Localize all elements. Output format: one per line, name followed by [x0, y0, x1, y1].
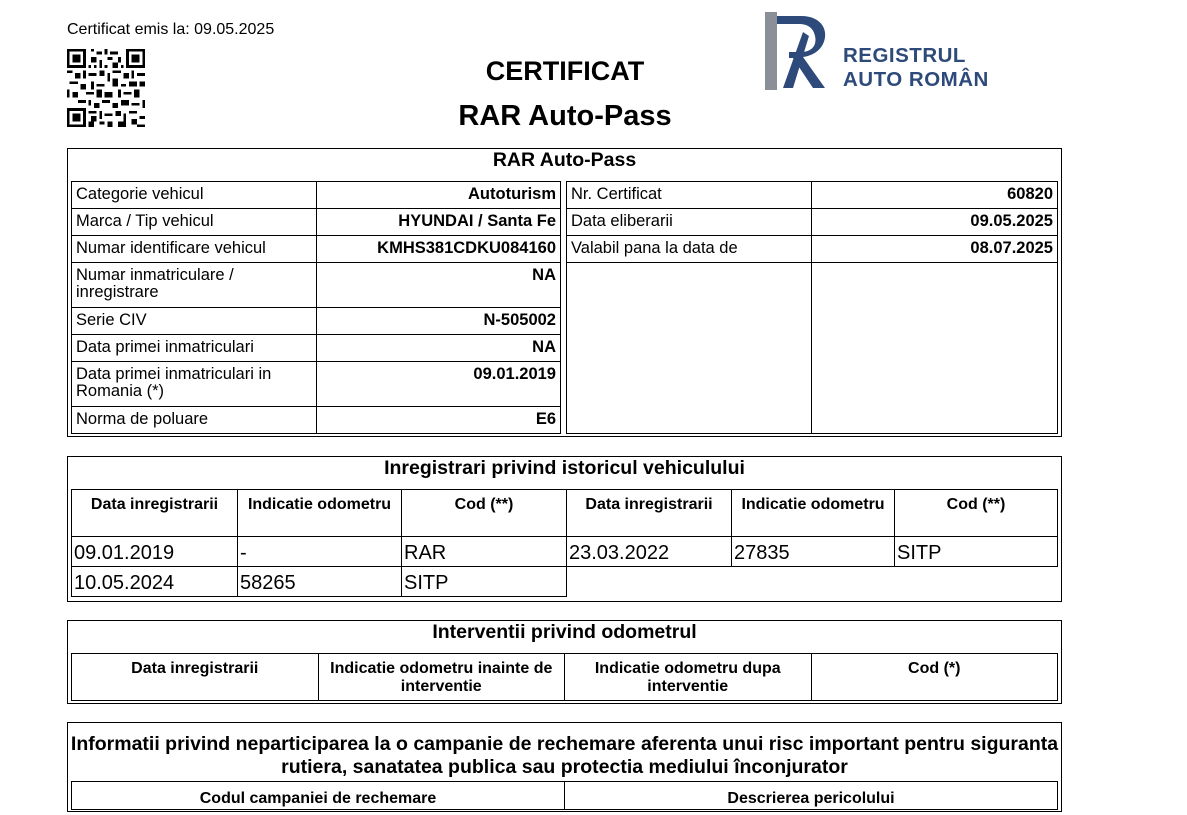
row-value: 60820: [812, 182, 1058, 209]
document-title: CERTIFICAT: [485, 56, 645, 86]
document-subtitle: RAR Auto-Pass: [458, 100, 672, 132]
row-label: Nr. Certificat: [567, 182, 812, 209]
column-header: Indicatie odometru: [732, 490, 895, 537]
section-title: RAR Auto-Pass: [492, 149, 637, 171]
table-row: [72, 182, 561, 209]
history-code: SITP: [895, 537, 1058, 567]
column-header: Data inregistrarii: [567, 490, 732, 537]
row-value: 09.01.2019: [317, 362, 561, 407]
table-row: [567, 209, 1058, 236]
vehicle-info-section: [67, 148, 1062, 437]
qr-code: [67, 48, 145, 128]
history-date: 09.01.2019: [72, 537, 238, 567]
section-title: Informatii privind neparticiparea la o campanie de rechemare aferenta unui risc important pentru siguranta rutiera, sanatatea publica sau protectia mediului înconjurator: [70, 733, 1059, 778]
row-label: Numar identificare vehicul: [72, 236, 317, 263]
rar-logo-mark-icon: [765, 12, 835, 90]
table-row: [72, 335, 561, 362]
row-label: Valabil pana la data de: [567, 236, 812, 263]
table-row: [72, 308, 561, 335]
column-header: Cod (*): [811, 654, 1058, 701]
column-header: Indicatie odometru dupa interventie: [565, 654, 812, 701]
row-value: E6: [317, 407, 561, 434]
column-header: Data inregistrarii: [72, 490, 238, 537]
rar-logo: [765, 12, 1005, 92]
table-row: [567, 182, 1058, 209]
row-label: Data primei inmatriculari: [72, 335, 317, 362]
history-date: 10.05.2024: [72, 567, 238, 597]
table-row: [72, 362, 561, 407]
history-code: SITP: [402, 567, 567, 597]
table-row: [567, 263, 1058, 434]
logo-text-line1: REGISTRUL: [843, 44, 966, 67]
row-value: 09.05.2025: [812, 209, 1058, 236]
history-code: RAR: [402, 537, 567, 567]
table-header-row: [72, 654, 1058, 701]
row-value: Autoturism: [317, 182, 561, 209]
table-header-row: [72, 782, 1058, 810]
column-header: Codul campaniei de rechemare: [72, 782, 565, 810]
empty-cell: [812, 263, 1058, 434]
section-title: Inregistrari privind istoricul vehiculului: [384, 457, 745, 479]
row-label: Categorie vehicul: [72, 182, 317, 209]
column-header: Cod (**): [402, 490, 567, 537]
row-label: Data eliberarii: [567, 209, 812, 236]
empty-cell: [567, 567, 732, 597]
row-value: NA: [317, 335, 561, 362]
row-label: Serie CIV: [72, 308, 317, 335]
table-row: [72, 567, 1058, 597]
row-label: Norma de poluare: [72, 407, 317, 434]
row-label: Data primei inmatriculari in Romania (*): [72, 362, 317, 407]
table-row: [72, 407, 561, 434]
certificate-issue-date: Certificat emis la: 09.05.2025: [67, 21, 275, 38]
history-odometer: 58265: [238, 567, 402, 597]
table-row: [72, 263, 561, 308]
row-value: N-505002: [317, 308, 561, 335]
column-header: Data inregistrarii: [72, 654, 319, 701]
history-table: [71, 489, 1058, 597]
row-value: NA: [317, 263, 561, 308]
certificate-details-table: [566, 181, 1058, 434]
table-row: [567, 236, 1058, 263]
column-header: Indicatie odometru: [238, 490, 402, 537]
table-row: [72, 537, 1058, 567]
row-value: 08.07.2025: [812, 236, 1058, 263]
column-header: Indicatie odometru inainte de interventie: [318, 654, 565, 701]
table-row: [72, 236, 561, 263]
row-label: Numar inmatriculare / inregistrare: [72, 263, 317, 308]
odometer-interventions-section: [67, 620, 1062, 704]
row-value: KMHS381CDKU084160: [317, 236, 561, 263]
recall-campaign-section: [67, 722, 1062, 812]
row-value: HYUNDAI / Santa Fe: [317, 209, 561, 236]
column-header: Descrierea pericolului: [565, 782, 1058, 810]
recall-table: [71, 781, 1058, 810]
table-header-row: [72, 490, 1058, 537]
table-row: [72, 209, 561, 236]
column-header: Cod (**): [895, 490, 1058, 537]
vehicle-history-section: [67, 456, 1062, 602]
history-odometer: 27835: [732, 537, 895, 567]
logo-text-line2: AUTO ROMÂN: [843, 68, 989, 91]
vehicle-details-table: [71, 181, 561, 434]
history-date: 23.03.2022: [567, 537, 732, 567]
section-title: Interventii privind odometrul: [432, 621, 697, 643]
empty-cell: [732, 567, 895, 597]
history-odometer: -: [238, 537, 402, 567]
interventions-table: [71, 653, 1058, 701]
empty-cell: [895, 567, 1058, 597]
empty-cell: [567, 263, 812, 434]
row-label: Marca / Tip vehicul: [72, 209, 317, 236]
